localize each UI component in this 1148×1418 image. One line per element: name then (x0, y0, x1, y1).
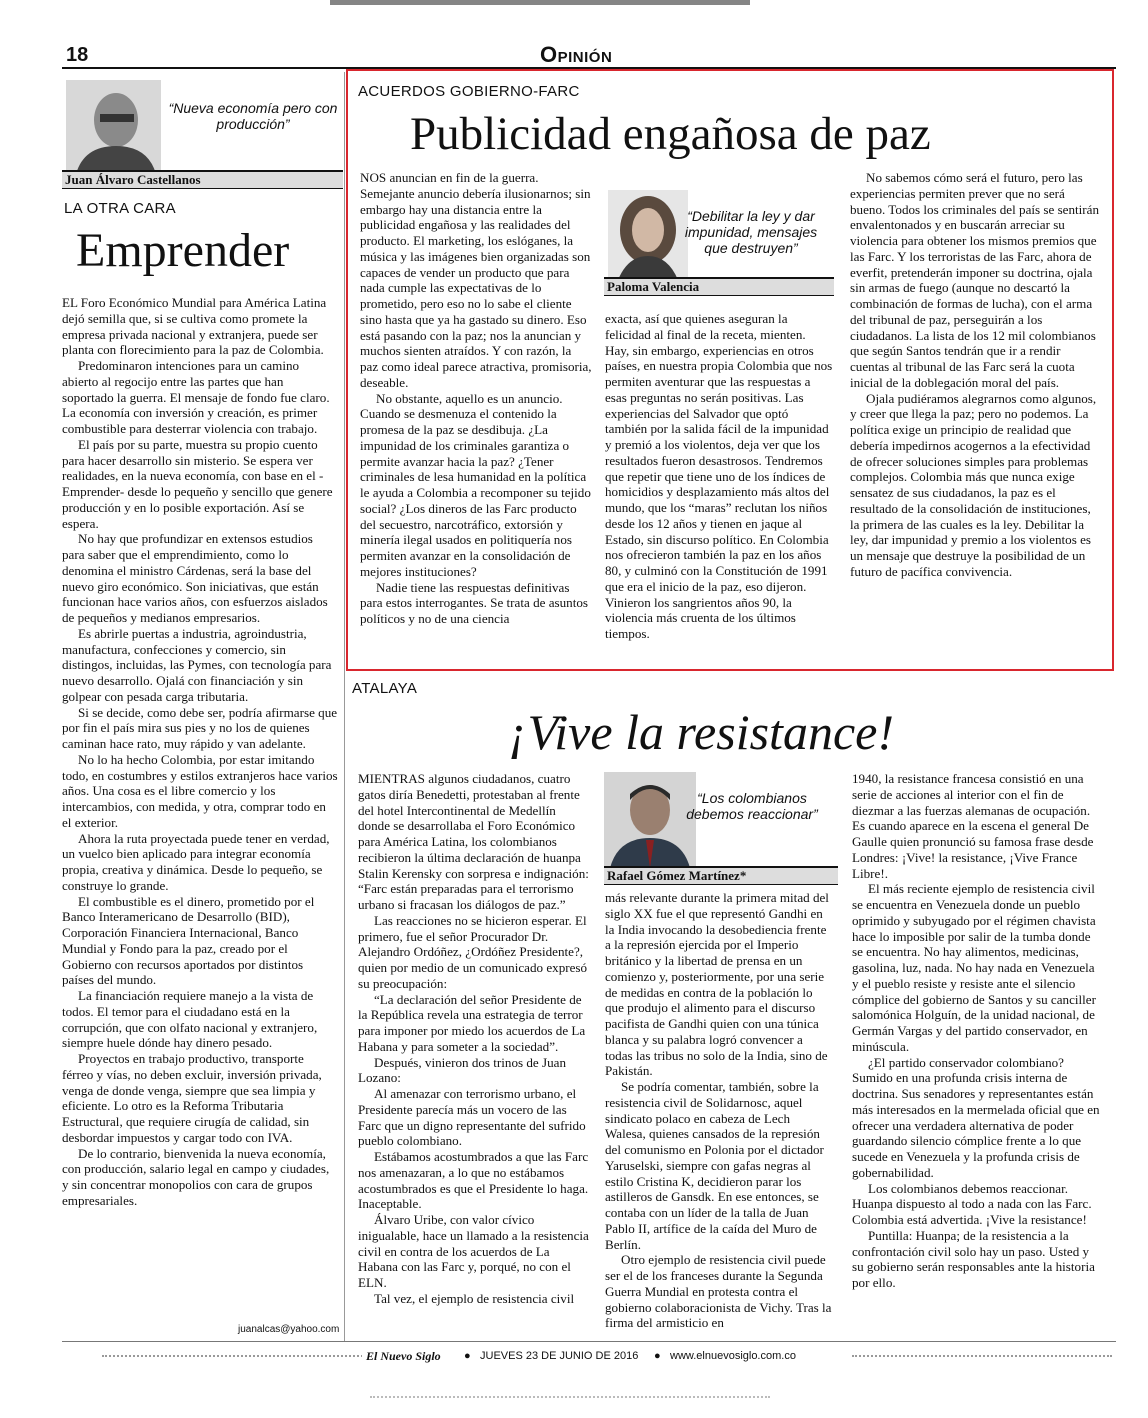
paragraph: La financiación requiere manejo a la vista de todos. El temor para el ciudadano está en la corrupción, que con olfato nacional y extranjero, siempre huele dónde hay dinero pesado. (62, 988, 318, 1051)
section-title: Opinión (540, 42, 613, 67)
paragraph: Tal vez, el ejemplo de resistencia civil (374, 1290, 575, 1306)
paragraph: 1940, la resistance francesa consistió en una serie de acciones al interior con el fin de diezmar a las fuerzas alemanas de ocupación. Es cuando aparece en la escena el general De Gaulle quien pronunció su famosa frase desde Londres: ¡Vive! la resistance, ¡Vive France Libre!. (852, 771, 1094, 881)
paragraph: Puntilla: Huanpa; de la resistencia a la confrontación civil solo hay un paso. Usted y su gobierno serán responsables ante la historia por ello. (852, 1227, 1095, 1290)
author-photo-castellanos (66, 80, 161, 174)
paragraph: No lo ha hecho Colombia, por estar imitando todo, en costumbres y estilos extranjeros hace varios años. Una cosa es el libre comercio y los intercambios, con medida, y otra, comprar todo en el exterior. (62, 751, 338, 830)
paragraph: Se podría comentar, también, sobre la resistencia civil de Solidarnosc, aquel sindicato polaco en cabeza de Lech Walesa, quienes cansados de la represión del comunismo en Polonia por el dictador Yaruselski, siempre con gafas negras al estilo Cristina K, decidieron parar los astilleros de Gansdk. En ese entonces, se contaba con un líder de la talla de Juan Pablo II, artífice de la caída del Muro de Berlín. (605, 1079, 824, 1252)
footer-bullet-icon: ● (654, 1350, 661, 1362)
top-masthead-strip (330, 0, 750, 5)
headline-publicidad: Publicidad engañosa de paz (410, 108, 931, 160)
atalaya-col-3 (852, 771, 1100, 1291)
paragraph: ¿El partido conservador colombiano? Sumido en una profunda crisis interna de doctrina. Sus senadores y representantes están más interesados en la mermelada oficial que en ofrecer una verdadera alternativa de poder guardando silencio cómplice frente a lo que sucede en Venezuela y la profunda crisis de gobernabilidad. (852, 1054, 1100, 1180)
paragraph: Al amenazar con terrorismo urbano, el Presidente parecía más un vocero de las Farc que un digno representante del sufrido pueblo colombiano. (358, 1086, 586, 1149)
paragraph: Es abrirle puertas a industria, agroindustria, manufactura, confecciones y comercio, sin distingos, incluidas, las Pymes, con tecnología para nuevo desarrollo. Ojalá con financiación y sin golpear con pesada carga tributaria. (62, 625, 332, 704)
footer-website[interactable]: www.elnuevosiglo.com.co (670, 1350, 796, 1362)
paragraph: Ojala pudiéramos alegrarnos como algunos, y creer que llega la paz; pero no podemos. La política exige un principio de realidad que debería impedirnos acogernos a la efectividad de ofrecer soluciones simples para problemas complejos. Colombia más que nunca exige sensatez de sus ciudadanos, la paz es el resultado de la consolidación de instituciones, la primera de las cuales es la ley. Debilitar la ley, dar impunidad y premio a los violentos es un mensaje que destruye la posibilidad de un futuro de pacífica convivencia. (850, 390, 1097, 579)
paragraph: Otro ejemplo de resistencia civil puede ser el de los franceses durante la Segunda Guerra Mundial en protesta contra el gobierno colaboracionista de Vichy. Tras la firma del armisticio en (605, 1252, 832, 1331)
column-divider (344, 72, 345, 1342)
kicker-la-otra-cara: LA OTRA CARA (64, 200, 176, 217)
paragraph: Las reacciones no se hicieron esperar. El primero, fue el señor Procurador Dr. Alejandro Ordóñez, ¿Ordóñez Presidente?, quien por medio de un comunicado expresó su preocupación: (358, 912, 588, 991)
byline-castellanos: Juan Álvaro Castellanos (62, 170, 343, 189)
paragraph: No sabemos cómo será el futuro, pero las experiencias permiten prever que no será bueno. Todos los criminales del país se sentirán envalentonados y en buscarán arreciar su violencia para obtener los mismos premios que las Farc. Y los terroristas de las Farc, ahora de everfit, pretenderán imponer su doctrina, ojala sin armas de fuego (aunque no descartó la combinación de formas de lucha), con el arma del tribunal de paz, perseguirán a los ciudadanos. La lista de los 12 mil colombianos que según Santos tendrán que ir a rendir cuentas al tribunal de las Farc será la cuota inicial de la doblegación moral del país. (850, 170, 1100, 390)
paragraph: más relevante durante la primera mitad del siglo XX fue el que representó Gandhi en la India invocando la desobediencia frente a la represión ejercida por el Imperio británico y la libertad de prensa en un comienzo y, posteriormente, por una serie de medidas en contra de la población lo que produjo el alimento para el discurso pacifista de Gandhi quien con una túnica blanca y su palabra logró convencer a todas las tribus no solo de la India, sino de Pakistán. (605, 890, 829, 1079)
footer-bullet-icon: ● (464, 1350, 471, 1362)
pull-quote-gomez: “Los colombianos debemos reaccionar” (686, 790, 818, 822)
kicker-acuerdos: ACUERDOS GOBIERNO-FARC (358, 83, 580, 100)
paragraph: Después, vinieron dos trinos de Juan Lozano: (358, 1054, 567, 1086)
paragraph: EL Foro Económico Mundial para América Latina dejó semilla que, si se cultiva como promete la empresa privada nacional y extranjera, puede ser planta con florecimiento para la paz de Colombia. (62, 295, 327, 358)
paragraph: MIENTRAS algunos ciudadanos, cuatro gatos diría Benedetti, protestaban al frente del hotel Intercontinental de Medellín donde se desarrollaba el Foro Económico para América Latina, los colombianos recibieron la última declaración de huanpa Stalin Kerensky con sorpresa e indignación: “Farc están preparadas para el terrorismo urbano si fracasan los diálogos de paz.” (358, 771, 589, 912)
byline-gomez: Rafael Gómez Martínez* (604, 866, 838, 885)
footer-rule (62, 1341, 1116, 1342)
paragraph: Álvaro Uribe, con valor cívico inigualable, hace un llamado a la resistencia civil en contra de los acuerdos de La Habana con las Farc y, porqué, no con el ELN. (358, 1212, 589, 1290)
pull-quote-valencia: “Debilitar la ley y dar impunidad, mensajes que destruyen” (684, 208, 818, 256)
paragraph: Si se decide, como debe ser, podría afirmarse que por fin el país mira sus pies y no los de quienes caminan hace rato, muy rápido y van adelante. (62, 704, 338, 751)
footer-dotted-right (852, 1355, 1112, 1357)
atalaya-col-1 (358, 771, 590, 1307)
paragraph: Ahora la ruta proyectada puede tener en verdad, un vuelco bien aplicado para integrar economía propia, creativa y dinámica. Desde lo pequeño, se construye lo grande. (62, 830, 330, 893)
valencia-col-1 (360, 170, 592, 627)
pull-quote-castellanos: “Nueva economía pero con producción” (168, 100, 338, 132)
headline-emprender: Emprender (76, 224, 290, 277)
body-castellanos (62, 295, 338, 1209)
paragraph: Los colombianos debemos reaccionar. Huanpa dispuesto al todo a nada con las Farc. Colombia está advertida. ¡Vive la resistance! (852, 1180, 1092, 1227)
paragraph: exacta, así que quienes aseguran la felicidad al final de la receta, mienten. Hay, sin embargo, experiencias en otros países, en nuestra propia Colombia que nos permiten aventurar que las respuestas a esas preguntas no serán positivas. Las experiencias del Salvador que optó también por la salida fácil de la impunidad y premió a los violentos, deja ver que los resultados fueron desastrosos. Tendremos que repetir que tiene uno de los índices de homicidios y desplazamiento más altos del mundo, que los “maras” reclutan los niños desde los 12 años y tienen en jaque al Estado, sin discurso político. En Colombia nos ofrecieron también la paz en los años 80, y culminó con la Constitución de 1991 que era el inicio de la paz, eso dijeron. Vinieron los sangrientos años 90, la violencia más cruenta de los últimos tiempos. (605, 311, 833, 641)
author-email[interactable]: juanalcas@yahoo.com (238, 1324, 340, 1335)
paragraph: No hay que profundizar en extensos estudios para saber que el emprendimiento, como lo denomina el ministro Cárdenas, será la base del nuevo giro económico. Son iniciativas, que están funcionan hace varios años, con esfuerzos aislados de pequeños y medianos empresarios. (62, 531, 328, 625)
footer-date: JUEVES 23 DE JUNIO DE 2016 (480, 1350, 639, 1362)
page-number: 18 (66, 44, 89, 66)
paragraph: El país por su parte, muestra su propio cuento para hacer desarrollo sin misterio. Se espera ver realidades, en la nueva economía, con base en el - Emprender- desde lo pequeño y sencillo que genere producción y en lo posible exportación. Así se espera. (62, 436, 333, 531)
paragraph: NOS anuncian en fin de la guerra. Semejante anuncio debería ilusionarnos; sin embargo hay una distancia entre la publicidad engañosa y las realidades del producto. El marketing, los eslóganes, la música y las imágenes bien organizadas son capaces de vender un producto que para nada cumple las expectativas de lo prometido, pero eso no lo sabe el cliente sino hasta que ya ha gastado su dinero. Eso está pasando con la paz; nos la anuncian y muchos sienten atraídos. Y con razón, la paz como ideal parece atractiva, promisoria, deseable. (360, 170, 592, 390)
paragraph: Nadie tiene las respuestas definitivas para estos interrogantes. Se trata de asuntos políticos y no de una ciencia (360, 579, 588, 626)
paragraph: El más reciente ejemplo de resistencia civil se encuentra en Venezuela donde un pueblo oprimido y subyugado por el régimen chavista hace lo imposible por salir de la tumba donde se encuentra. No hay alimentos, medicinas, gasolina, luz, nada. No hay nada en Venezuela y el pueblo resiste y resiste ante el silencio cómplice del gobierno de Santos y su canciller salomónica Holguín, de la unidad nacional, de Germán Vargas y del partido conservador, en minúscula. (852, 881, 1096, 1054)
byline-valencia: Paloma Valencia (604, 277, 834, 296)
valencia-col-2 (605, 311, 833, 642)
kicker-atalaya: ATALAYA (352, 680, 418, 697)
paragraph: Predominaron intenciones para un camino abierto al regocijo entre las partes que han soportado la guerra. El mensaje de fondo fue claro. La economía con inversión y creación, es primer combustible para desterrar violencia con trabajo. (62, 358, 330, 436)
footer-bar (62, 1346, 1116, 1366)
footer-paper-name: El Nuevo Siglo (362, 1346, 445, 1366)
paragraph: No obstante, aquello es un anuncio. Cuando se desmenuza el contenido la promesa de la paz se desdibuja. ¿La impunidad de los criminales garantiza o permite avanzar hacia la paz? ¿Tener criminales de lesa humanidad en la política le ayuda a Colombia a recomponer su tejido social? ¿Los dineros de las Farc producto del secuestro, narcotráfico, extorsión y minería ilegal usados en politiquería nos permiten avanzar en la consolidación de mejores instituciones? (360, 390, 591, 579)
paragraph: Estábamos acostumbrados a que las Farc nos amenazaran, a lo que no estábamos acostumbrados es que el Presidente lo haga. Inaceptable. (358, 1149, 589, 1212)
valencia-col-3 (850, 170, 1100, 580)
paragraph: Proyectos en trabajo productivo, transporte férreo y vías, no deben excluir, inversión privada, venga de donde venga, siempre que sea limpia y eficiente. Lo otro es la Reforma Tributaria Estructural, que requiere cirugía de calidad, sin desbordar impuestos y cargar todo con IVA. (62, 1051, 322, 1145)
bottom-faded-strip (370, 1396, 770, 1404)
atalaya-col-2 (605, 890, 833, 1331)
paragraph: El combustible es el dinero, prometido por el Banco Interamericano de Desarrollo (BID), Corporación Financiera Internacional, Banco Mundial y Fondo para la paz, creado por el Gobierno con recursos aportados por distintos países del mundo. (62, 893, 315, 988)
paragraph: “La declaración del señor Presidente de la República revela una estrategia de terror para imponer por miedo los acuerdos de La Habana y para someter a la sociedad”. (358, 991, 586, 1054)
paragraph: De lo contrario, bienvenida la nueva economía, con producción, salario legal en campo y ciudades, y sin concentrar monopolios con cara de grupos empresariales. (62, 1145, 330, 1208)
headline-vive-la-resistance: ¡Vive la resistance! (508, 704, 894, 760)
